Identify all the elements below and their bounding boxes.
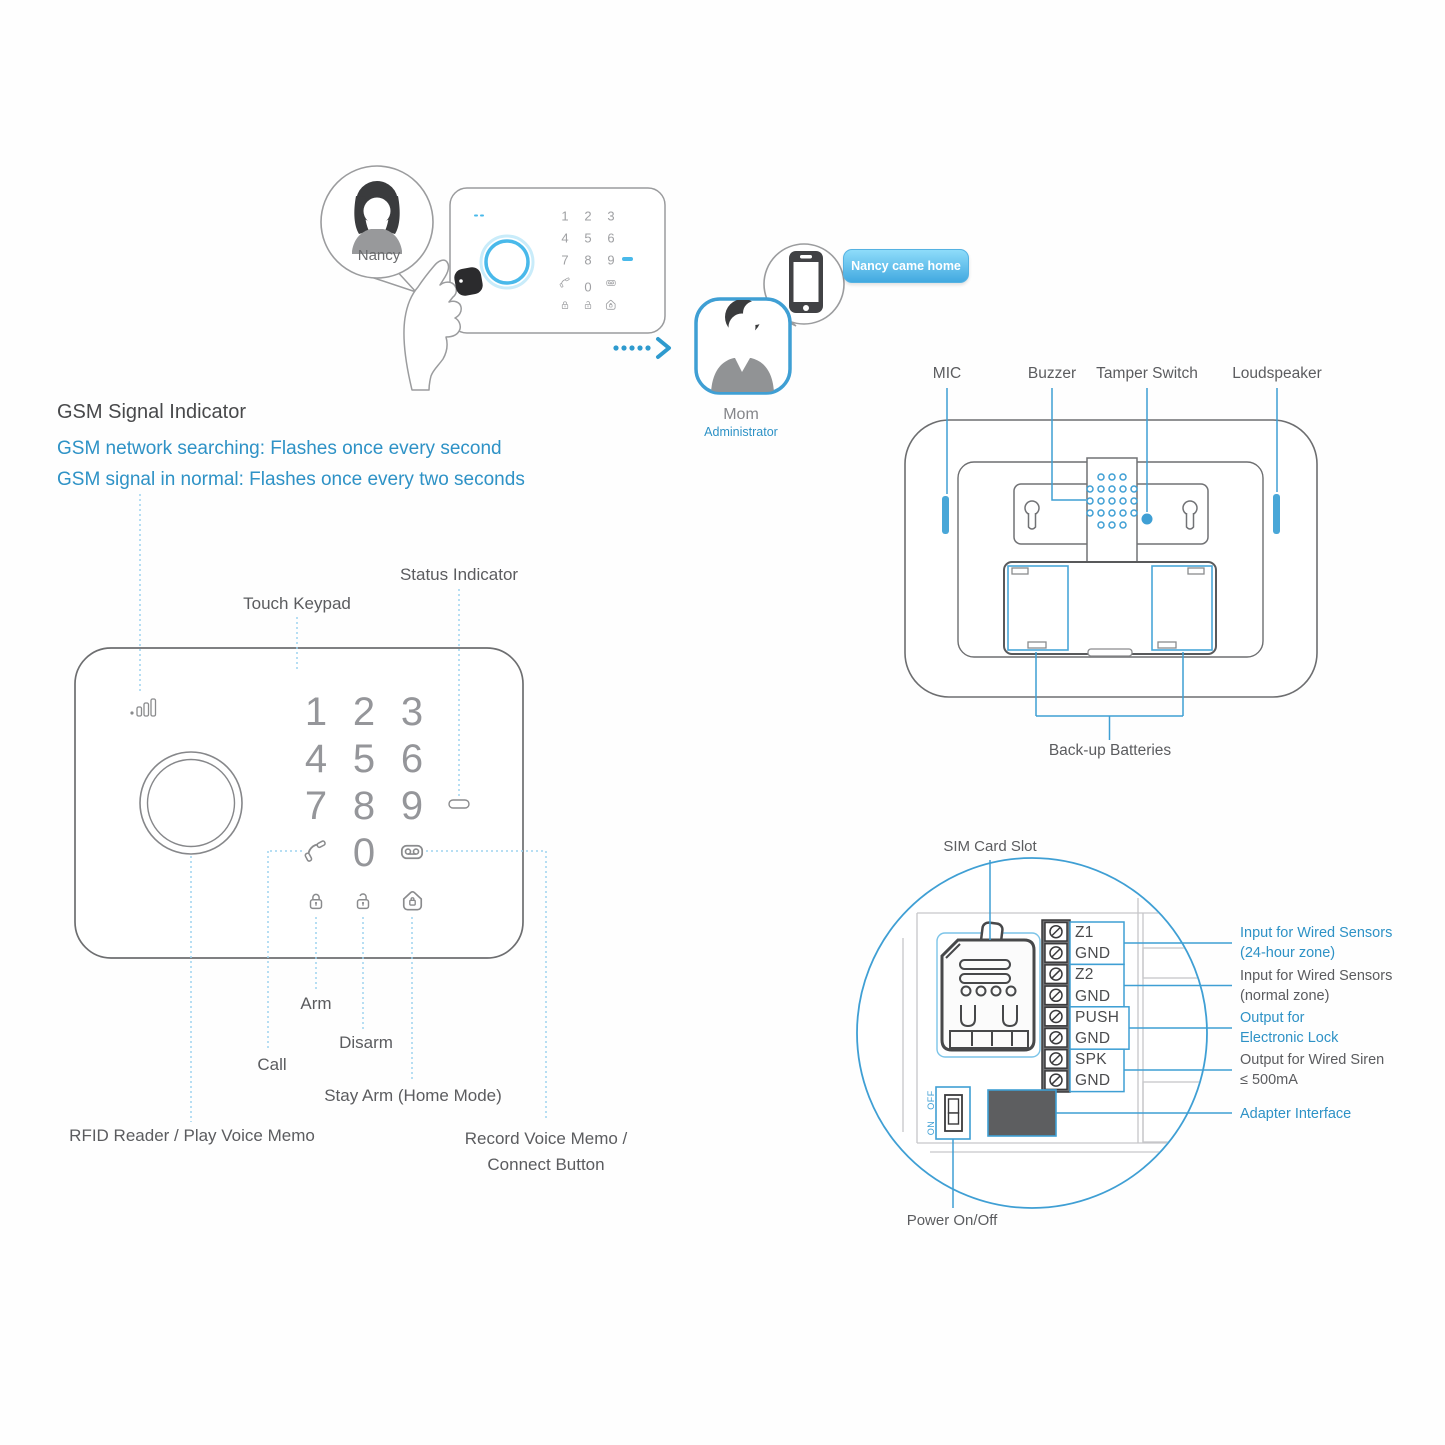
key-small-2: 2 — [584, 208, 592, 224]
tamper-switch-dot — [1142, 514, 1153, 525]
status-led-small — [622, 257, 633, 261]
terminal-gnd-1: GND — [1075, 945, 1111, 963]
gsm-note-line2: GSM signal in normal: Flashes once every two seconds — [57, 469, 525, 490]
key-1: 1 — [304, 690, 328, 734]
key-7: 7 — [304, 784, 328, 828]
terminal-spk: SPK — [1075, 1051, 1107, 1069]
gsm-indicator-note — [57, 401, 525, 495]
gsm-note-line1: GSM network searching: Flashes once every second — [57, 438, 502, 459]
label-stay-arm: Stay Arm (Home Mode) — [324, 1086, 502, 1105]
annotation-line: Input for Wired Sensors — [1240, 967, 1393, 984]
switch-off-label: OFF — [926, 1090, 936, 1110]
key-small-4: 4 — [561, 230, 569, 246]
key-small-0: 0 — [584, 279, 592, 295]
arrow-dotted — [613, 339, 669, 357]
mic-slot — [942, 496, 949, 534]
mom-name-label: Mom — [723, 406, 759, 423]
label-status-indicator: Status Indicator — [399, 565, 519, 584]
annotation-line: Output for Wired Siren — [1240, 1052, 1385, 1069]
terminal-push: PUSH — [1075, 1008, 1120, 1026]
label-power-on-off: Power On/Off — [906, 1212, 998, 1229]
annotation-line: Input for Wired Sensors — [1240, 925, 1393, 941]
front-panel-diagram — [75, 494, 546, 1122]
key-small-3: 3 — [607, 208, 615, 224]
label-rfid-reader: RFID Reader / Play Voice Memo — [69, 1126, 315, 1145]
label-record-line2: Connect Button — [487, 1155, 605, 1174]
board-detail-diagram — [857, 858, 1232, 1208]
key-8: 8 — [352, 784, 376, 828]
label-sim-card-slot: SIM Card Slot — [943, 838, 1037, 855]
key-9: 9 — [400, 784, 424, 828]
terminal-gnd-3: GND — [1075, 1030, 1111, 1047]
terminal-z2: Z2 — [1075, 966, 1094, 984]
sms-bubble — [843, 249, 969, 283]
battery-right — [1152, 566, 1212, 650]
key-6: 6 — [400, 737, 424, 781]
switch-on-label: ON — [926, 1120, 936, 1136]
nancy-avatar — [352, 181, 402, 254]
annotation-line: Electronic Lock — [1240, 1030, 1339, 1046]
phone-icon — [789, 251, 823, 313]
alarm-panel-small — [450, 188, 665, 333]
mom-frame — [696, 299, 790, 393]
label-tamper-switch: Tamper Switch — [1096, 365, 1198, 382]
nancy-illustration — [321, 166, 844, 393]
terminal-gnd-2: GND — [1075, 987, 1111, 1005]
label-record-voice-memo — [465, 1126, 628, 1178]
annotation-line: Adapter Interface — [1240, 1106, 1352, 1122]
sms-text: Nancy came home — [851, 259, 961, 273]
gsm-note-title: GSM Signal Indicator — [57, 401, 246, 423]
key-5: 5 — [352, 737, 376, 781]
annotation-line: ≤ 500mA — [1240, 1072, 1298, 1089]
adapter-interface-port — [988, 1090, 1056, 1136]
key-small-7: 7 — [561, 252, 569, 268]
arrow-head — [658, 339, 669, 357]
key-0: 0 — [352, 831, 376, 875]
label-record-line1: Record Voice Memo / — [464, 1129, 628, 1148]
key-3: 3 — [400, 690, 424, 734]
battery-left — [1008, 566, 1068, 650]
label-mic: MIC — [932, 365, 962, 382]
nancy-bubble — [321, 166, 433, 292]
terminal-z1: Z1 — [1075, 924, 1094, 941]
key-small-8: 8 — [584, 252, 592, 268]
key-small-5: 5 — [584, 230, 592, 246]
battery-compartment — [1004, 562, 1216, 656]
back-view-diagram — [905, 388, 1317, 740]
label-loudspeaker: Loudspeaker — [1232, 365, 1322, 382]
annotation-line: Output for — [1240, 1010, 1305, 1026]
key-small-1: 1 — [561, 208, 569, 224]
annotation-line: (normal zone) — [1240, 987, 1330, 1004]
key-small-6: 6 — [607, 230, 615, 246]
annotation-wired-siren — [1240, 1050, 1440, 1090]
label-buzzer: Buzzer — [1027, 365, 1077, 382]
mom-role-label: Administrator — [704, 425, 778, 439]
key-2: 2 — [352, 690, 376, 734]
key-small-9: 9 — [607, 252, 615, 268]
key-4: 4 — [304, 737, 328, 781]
loudspeaker-slot — [1273, 494, 1280, 534]
label-backup-batteries: Back-up Batteries — [1048, 742, 1172, 759]
nancy-name-label: Nancy — [357, 247, 401, 264]
terminal-gnd-4: GND — [1075, 1072, 1111, 1090]
annotation-wired-sensors-normal — [1240, 966, 1440, 1006]
label-disarm: Disarm — [339, 1033, 393, 1052]
annotation-wired-sensors-24h — [1240, 923, 1440, 963]
annotation-adapter-interface — [1240, 1104, 1440, 1124]
label-call: Call — [257, 1055, 287, 1074]
annotation-line: (24-hour zone) — [1240, 945, 1336, 961]
label-touch-keypad: Touch Keypad — [243, 594, 351, 613]
status-indicator-led — [449, 800, 469, 808]
terminal-strip — [1042, 920, 1070, 1092]
annotation-electronic-lock — [1240, 1008, 1440, 1048]
label-arm: Arm — [300, 994, 332, 1013]
